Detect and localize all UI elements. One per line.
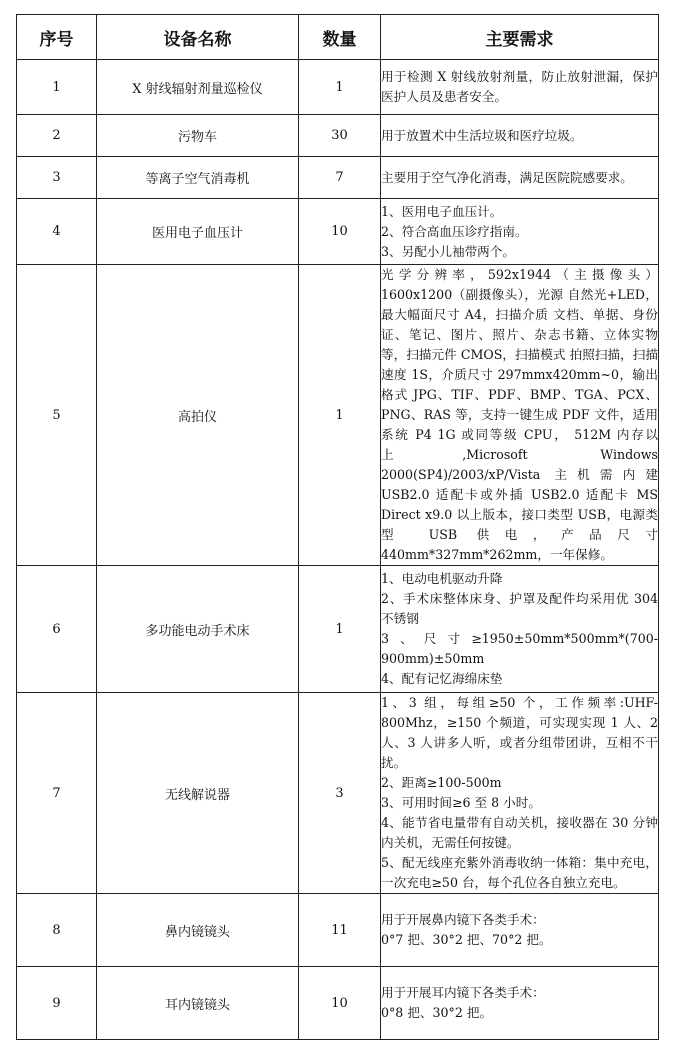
requirement-line: 0°8 把、30°2 把。	[381, 1005, 493, 1020]
requirement-line: 4、配有记忆海绵床垫	[381, 671, 503, 686]
requirement-line: 3、另配小儿袖带两个。	[381, 243, 515, 259]
row-index: 9	[17, 967, 97, 1040]
requirement-line: 用于检测 X 射线放射剂量，防止放射泄漏，保护医护人员及患者安全。	[381, 69, 658, 104]
equipment-requirements-table	[16, 14, 659, 1040]
row-device-name: X 射线辐射剂量巡检仪	[97, 60, 299, 115]
requirement-line: 1、电动电机驱动升降	[381, 571, 503, 586]
requirement-line: 4、能节省电量带有自动关机，接收器在 30 分钟内关机，无需任何按键。	[381, 815, 658, 850]
row-device-name: 等离子空气消毒机	[97, 157, 299, 199]
requirement-line: 主要用于空气净化消毒，满足医院院感要求。	[381, 169, 633, 185]
row-requirements	[381, 693, 659, 894]
requirement-line: 光学分辨率，592x1944（主摄像头）1600x1200（副摄像头），光源 自然光+LED，最大幅面尺寸 A4，扫描介质 文档、单据、身份证、笔记、图片、照片、杂志书籍、立体实物等，扫描元件 CMOS，扫描模式 拍照扫描，扫描速度 1S，介质尺寸 297mmx420mm~0，输出格式 JPG、TIF、PDF、BMP、TGA、PCX、PNG、RAS 等，支持一键生成 PDF 文件，适用系统 P4 1G 或同等级 CPU， 512M 内存以上,Microsoft Windows 2000(SP4)/2003/xP/Vista 主机需内建 USB2.0 适配卡或外插 USB2.0 适配卡 MS Direct x9.0 以上版本，接口类型 USB，电源类型 USB 供电，产品尺寸 440mm*327mm*262mm，一年保修。	[381, 267, 658, 562]
row-index: 4	[17, 199, 97, 265]
row-quantity: 10	[299, 199, 381, 265]
row-requirements	[381, 265, 659, 566]
row-requirements	[381, 967, 659, 1040]
table-header-row	[17, 15, 659, 60]
row-index: 7	[17, 693, 97, 894]
row-index: 1	[17, 60, 97, 115]
requirement-line: 用于开展耳内镜下各类手术：	[381, 985, 545, 1000]
requirement-line: 2、符合高血压诊疗指南。	[381, 223, 528, 239]
requirement-line: 用于放置术中生活垃圾和医疗垃圾。	[381, 127, 583, 143]
row-index: 5	[17, 265, 97, 566]
row-device-name: 多功能电动手术床	[97, 566, 299, 693]
requirement-line: 1、医用电子血压计。	[381, 203, 503, 219]
requirement-line: 0°7 把、30°2 把、70°2 把。	[381, 932, 552, 947]
header-index: 序号	[17, 15, 97, 60]
table-row	[17, 157, 659, 199]
row-requirements	[381, 115, 659, 157]
requirement-line: 3、尺寸≥1950±50mm*500mm*(700-900mm)±50mm	[381, 631, 658, 666]
row-quantity: 1	[299, 566, 381, 693]
row-requirements	[381, 157, 659, 199]
row-requirements	[381, 60, 659, 115]
requirement-line: 2、距离≥100-500m	[381, 775, 502, 790]
requirement-line: 3、可用时间≥6 至 8 小时。	[381, 795, 541, 810]
row-quantity: 11	[299, 894, 381, 967]
row-quantity: 30	[299, 115, 381, 157]
row-index: 3	[17, 157, 97, 199]
row-quantity: 3	[299, 693, 381, 894]
table-row	[17, 60, 659, 115]
row-device-name: 无线解说器	[97, 693, 299, 894]
row-quantity: 10	[299, 967, 381, 1040]
table-row	[17, 199, 659, 265]
row-device-name: 污物车	[97, 115, 299, 157]
requirement-line: 2、手术床整体床身、护罩及配件均采用优 304 不锈钢	[381, 591, 658, 626]
table-row	[17, 693, 659, 894]
table-row	[17, 894, 659, 967]
requirement-line: 1、3 组，每组≥50 个，工作频率:UHF-800Mhz，≥150 个频道，可实现实现 1 人、2 人、3 人讲多人听，或者分组带团讲，互相不干扰。	[381, 695, 658, 770]
requirement-line: 用于开展鼻内镜下各类手术：	[381, 912, 545, 927]
table-row	[17, 967, 659, 1040]
row-index: 8	[17, 894, 97, 967]
row-requirements	[381, 199, 659, 265]
table-row	[17, 566, 659, 693]
row-requirements	[381, 566, 659, 693]
row-quantity: 1	[299, 265, 381, 566]
header-requirements: 主要需求	[381, 15, 659, 60]
requirement-line: 5、配无线座充紫外消毒收纳一体箱：集中充电，一次充电≥50 台，每个孔位各自独立充电。	[381, 855, 658, 890]
table-row	[17, 115, 659, 157]
row-requirements	[381, 894, 659, 967]
row-device-name: 耳内镜镜头	[97, 967, 299, 1040]
row-quantity: 7	[299, 157, 381, 199]
row-device-name: 鼻内镜镜头	[97, 894, 299, 967]
table-row	[17, 265, 659, 566]
header-device-name: 设备名称	[97, 15, 299, 60]
row-device-name: 高拍仪	[97, 265, 299, 566]
row-quantity: 1	[299, 60, 381, 115]
row-index: 2	[17, 115, 97, 157]
header-quantity: 数量	[299, 15, 381, 60]
row-device-name: 医用电子血压计	[97, 199, 299, 265]
row-index: 6	[17, 566, 97, 693]
